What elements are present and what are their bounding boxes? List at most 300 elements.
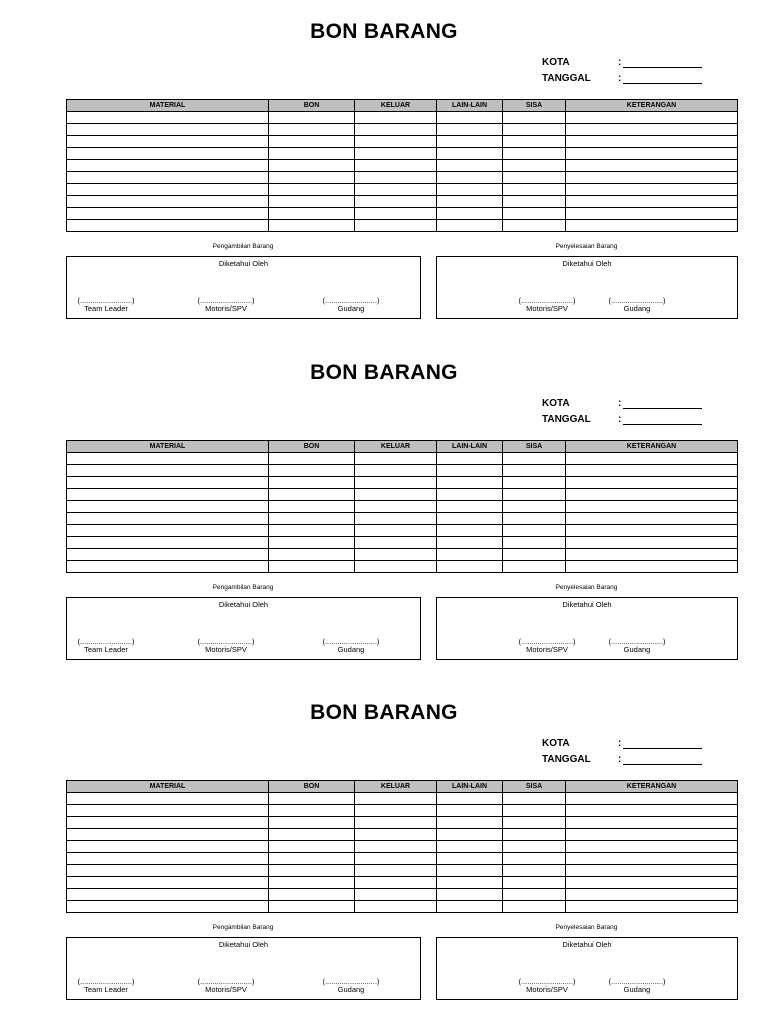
- table-cell[interactable]: [355, 477, 437, 489]
- pengambilan-caption: Pengambilan Barang: [212, 924, 274, 931]
- signature-blank: (.........................): [77, 637, 135, 646]
- table-cell[interactable]: [355, 537, 437, 549]
- table-cell[interactable]: [503, 841, 566, 853]
- signer-role: Team Leader: [84, 645, 128, 654]
- table-row: [67, 220, 738, 232]
- table-cell[interactable]: [355, 793, 437, 805]
- table-cell[interactable]: [566, 817, 738, 829]
- table-cell[interactable]: [566, 853, 738, 865]
- table-cell[interactable]: [355, 805, 437, 817]
- signature-blank: (.........................): [518, 977, 576, 986]
- column-header: SISA: [503, 781, 566, 793]
- table-cell[interactable]: [566, 465, 738, 477]
- table-cell[interactable]: [503, 817, 566, 829]
- column-header: LAIN-LAIN: [437, 781, 503, 793]
- table-cell[interactable]: [566, 453, 738, 465]
- table-cell[interactable]: [67, 537, 269, 549]
- signer-role: Team Leader: [84, 304, 128, 313]
- material-table: [66, 780, 738, 913]
- table-cell[interactable]: [269, 549, 355, 561]
- table-cell[interactable]: [503, 208, 566, 220]
- pengambilan-signature-box: [66, 256, 421, 319]
- table-cell[interactable]: [355, 549, 437, 561]
- table-row: [67, 148, 738, 160]
- table-cell[interactable]: [437, 148, 503, 160]
- column-header: LAIN-LAIN: [437, 100, 503, 112]
- table-row: [67, 513, 738, 525]
- table-cell[interactable]: [355, 877, 437, 889]
- signer-role: Gudang: [623, 645, 651, 654]
- table-cell[interactable]: [355, 208, 437, 220]
- table-cell[interactable]: [566, 889, 738, 901]
- signer-role: Team Leader: [84, 985, 128, 994]
- table-cell[interactable]: [67, 172, 269, 184]
- table-cell[interactable]: [503, 124, 566, 136]
- table-cell[interactable]: [503, 453, 566, 465]
- table-cell[interactable]: [437, 112, 503, 124]
- table-cell[interactable]: [355, 172, 437, 184]
- table-cell[interactable]: [67, 889, 269, 901]
- form-title: BON BARANG: [310, 20, 458, 43]
- table-row: [67, 196, 738, 208]
- table-cell[interactable]: [269, 124, 355, 136]
- table-cell[interactable]: [355, 501, 437, 513]
- table-cell[interactable]: [67, 501, 269, 513]
- signature-slot[interactable]: [607, 978, 667, 994]
- kota-field[interactable]: [623, 67, 702, 68]
- table-cell[interactable]: [269, 829, 355, 841]
- table-cell[interactable]: [269, 477, 355, 489]
- tanggal-field[interactable]: [623, 764, 702, 765]
- table-cell[interactable]: [67, 136, 269, 148]
- kota-label: KOTA: [542, 57, 570, 68]
- table-cell[interactable]: [566, 184, 738, 196]
- table-row: [67, 537, 738, 549]
- table-cell[interactable]: [566, 196, 738, 208]
- signer-role: Motoris/SPV: [526, 985, 568, 994]
- table-cell[interactable]: [67, 525, 269, 537]
- table-cell[interactable]: [269, 208, 355, 220]
- table-row: [67, 805, 738, 817]
- table-cell[interactable]: [355, 148, 437, 160]
- diketahui-label: Diketahui Oleh: [218, 600, 269, 609]
- signature-slot[interactable]: [517, 297, 577, 313]
- signature-slot[interactable]: [71, 638, 141, 654]
- table-cell[interactable]: [566, 549, 738, 561]
- table-cell[interactable]: [355, 220, 437, 232]
- table-row: [67, 136, 738, 148]
- table-cell[interactable]: [67, 793, 269, 805]
- table-cell[interactable]: [437, 549, 503, 561]
- table-cell[interactable]: [67, 489, 269, 501]
- table-row: [67, 453, 738, 465]
- table-cell[interactable]: [566, 172, 738, 184]
- pengambilan-caption: Pengambilan Barang: [212, 243, 274, 250]
- signature-slot[interactable]: [607, 638, 667, 654]
- kota-colon: :: [618, 738, 622, 749]
- table-cell[interactable]: [355, 865, 437, 877]
- table-cell[interactable]: [503, 561, 566, 573]
- signature-slot[interactable]: [71, 978, 141, 994]
- table-cell[interactable]: [269, 901, 355, 913]
- table-cell[interactable]: [355, 489, 437, 501]
- table-cell[interactable]: [67, 477, 269, 489]
- penyelesaian-caption: Penyelesaian Barang: [555, 924, 618, 931]
- table-row: [67, 477, 738, 489]
- table-cell[interactable]: [269, 184, 355, 196]
- table-cell[interactable]: [437, 489, 503, 501]
- table-cell[interactable]: [566, 805, 738, 817]
- column-header: KELUAR: [355, 441, 437, 453]
- signature-blank: (.........................): [518, 637, 576, 646]
- table-cell[interactable]: [503, 513, 566, 525]
- table-cell[interactable]: [503, 477, 566, 489]
- table-cell[interactable]: [503, 865, 566, 877]
- table-cell[interactable]: [437, 477, 503, 489]
- table-cell[interactable]: [437, 793, 503, 805]
- signature-blank: (.........................): [322, 296, 380, 305]
- signature-blank: (.........................): [322, 977, 380, 986]
- table-cell[interactable]: [566, 841, 738, 853]
- table-cell[interactable]: [355, 184, 437, 196]
- table-cell[interactable]: [566, 513, 738, 525]
- table-row: [67, 525, 738, 537]
- column-header: SISA: [503, 100, 566, 112]
- table-cell[interactable]: [355, 561, 437, 573]
- table-cell[interactable]: [269, 453, 355, 465]
- table-cell[interactable]: [67, 184, 269, 196]
- table-cell[interactable]: [269, 196, 355, 208]
- table-cell[interactable]: [437, 465, 503, 477]
- table-cell[interactable]: [503, 172, 566, 184]
- signature-slot[interactable]: [191, 978, 261, 994]
- table-cell[interactable]: [437, 901, 503, 913]
- kota-field[interactable]: [623, 748, 702, 749]
- pengambilan-signature-box: [66, 937, 421, 1000]
- column-header: BON: [269, 100, 355, 112]
- diketahui-label: Diketahui Oleh: [562, 600, 612, 609]
- table-cell[interactable]: [67, 549, 269, 561]
- kota-field[interactable]: [623, 408, 702, 409]
- table-row: [67, 501, 738, 513]
- penyelesaian-caption: Penyelesaian Barang: [555, 243, 618, 250]
- column-header: LAIN-LAIN: [437, 441, 503, 453]
- table-cell[interactable]: [437, 889, 503, 901]
- table-cell[interactable]: [503, 829, 566, 841]
- table-cell[interactable]: [355, 453, 437, 465]
- table-cell[interactable]: [566, 901, 738, 913]
- table-cell[interactable]: [269, 853, 355, 865]
- signature-slot[interactable]: [71, 297, 141, 313]
- table-row: [67, 465, 738, 477]
- signer-role: Gudang: [337, 304, 365, 313]
- table-cell[interactable]: [355, 817, 437, 829]
- table-row: [67, 172, 738, 184]
- table-cell[interactable]: [269, 112, 355, 124]
- table-cell[interactable]: [566, 112, 738, 124]
- table-cell[interactable]: [503, 501, 566, 513]
- diketahui-label: Diketahui Oleh: [562, 259, 612, 268]
- table-row: [67, 877, 738, 889]
- table-cell[interactable]: [269, 489, 355, 501]
- table-cell[interactable]: [269, 537, 355, 549]
- table-cell[interactable]: [437, 537, 503, 549]
- table-cell[interactable]: [269, 172, 355, 184]
- table-cell[interactable]: [503, 793, 566, 805]
- table-cell[interactable]: [437, 136, 503, 148]
- table-cell[interactable]: [67, 901, 269, 913]
- table-cell[interactable]: [437, 805, 503, 817]
- table-cell[interactable]: [67, 817, 269, 829]
- signature-slot[interactable]: [517, 638, 577, 654]
- column-header: MATERIAL: [67, 100, 269, 112]
- table-row: [67, 817, 738, 829]
- penyelesaian-signature-box: [436, 256, 738, 319]
- table-row: [67, 208, 738, 220]
- tanggal-colon: :: [618, 73, 622, 84]
- table-cell[interactable]: [67, 877, 269, 889]
- table-cell[interactable]: [437, 841, 503, 853]
- penyelesaian-caption: Penyelesaian Barang: [555, 584, 618, 591]
- column-header: KELUAR: [355, 100, 437, 112]
- table-cell[interactable]: [503, 889, 566, 901]
- table-header-row: [67, 441, 738, 453]
- table-cell[interactable]: [355, 112, 437, 124]
- table-cell[interactable]: [503, 184, 566, 196]
- table-cell[interactable]: [67, 829, 269, 841]
- signature-blank: (.........................): [197, 977, 255, 986]
- table-cell[interactable]: [269, 865, 355, 877]
- signature-slot[interactable]: [316, 978, 386, 994]
- signature-slot[interactable]: [316, 297, 386, 313]
- table-cell[interactable]: [269, 793, 355, 805]
- table-cell[interactable]: [437, 453, 503, 465]
- signature-blank: (.........................): [608, 637, 666, 646]
- tanggal-label: TANGGAL: [542, 73, 591, 84]
- table-cell[interactable]: [269, 817, 355, 829]
- table-row: [67, 865, 738, 877]
- table-cell[interactable]: [269, 136, 355, 148]
- table-cell[interactable]: [566, 136, 738, 148]
- table-header-row: [67, 781, 738, 793]
- form-title: BON BARANG: [310, 361, 458, 384]
- table-cell[interactable]: [503, 160, 566, 172]
- table-cell[interactable]: [67, 453, 269, 465]
- table-cell[interactable]: [503, 148, 566, 160]
- table-cell[interactable]: [67, 865, 269, 877]
- signer-role: Gudang: [623, 985, 651, 994]
- table-cell[interactable]: [269, 889, 355, 901]
- table-cell[interactable]: [503, 220, 566, 232]
- table-cell[interactable]: [355, 136, 437, 148]
- column-header: BON: [269, 441, 355, 453]
- column-header: MATERIAL: [67, 781, 269, 793]
- table-cell[interactable]: [67, 805, 269, 817]
- table-row: [67, 160, 738, 172]
- table-row: [67, 184, 738, 196]
- table-row: [67, 112, 738, 124]
- table-row: [67, 841, 738, 853]
- table-cell[interactable]: [437, 817, 503, 829]
- signature-blank: (.........................): [322, 637, 380, 646]
- signature-blank: (.........................): [197, 296, 255, 305]
- table-cell[interactable]: [67, 513, 269, 525]
- table-cell[interactable]: [67, 465, 269, 477]
- table-cell[interactable]: [566, 877, 738, 889]
- tanggal-field[interactable]: [623, 424, 702, 425]
- table-cell[interactable]: [355, 124, 437, 136]
- table-cell[interactable]: [355, 901, 437, 913]
- column-header: KELUAR: [355, 781, 437, 793]
- table-cell[interactable]: [437, 184, 503, 196]
- table-cell[interactable]: [269, 513, 355, 525]
- table-cell[interactable]: [67, 208, 269, 220]
- table-cell[interactable]: [503, 136, 566, 148]
- table-row: [67, 901, 738, 913]
- signature-blank: (.........................): [608, 977, 666, 986]
- table-row: [67, 489, 738, 501]
- table-cell[interactable]: [67, 561, 269, 573]
- tanggal-field[interactable]: [623, 83, 702, 84]
- table-cell[interactable]: [566, 865, 738, 877]
- table-cell[interactable]: [566, 220, 738, 232]
- table-cell[interactable]: [503, 853, 566, 865]
- table-cell[interactable]: [566, 501, 738, 513]
- table-cell[interactable]: [355, 841, 437, 853]
- table-cell[interactable]: [503, 112, 566, 124]
- table-cell[interactable]: [437, 501, 503, 513]
- table-cell[interactable]: [503, 489, 566, 501]
- table-cell[interactable]: [269, 160, 355, 172]
- column-header: SISA: [503, 441, 566, 453]
- table-cell[interactable]: [355, 525, 437, 537]
- table-cell[interactable]: [269, 525, 355, 537]
- signature-blank: (.........................): [77, 977, 135, 986]
- table-header-row: [67, 100, 738, 112]
- table-cell[interactable]: [355, 513, 437, 525]
- table-cell[interactable]: [437, 208, 503, 220]
- signer-role: Motoris/SPV: [205, 304, 247, 313]
- table-cell[interactable]: [437, 829, 503, 841]
- table-row: [67, 829, 738, 841]
- bon-barang-form: [0, 681, 768, 1021]
- signature-slot[interactable]: [191, 297, 261, 313]
- table-row: [67, 561, 738, 573]
- table-cell[interactable]: [437, 525, 503, 537]
- table-cell[interactable]: [67, 220, 269, 232]
- form-title: BON BARANG: [310, 701, 458, 724]
- bon-barang-form: [0, 0, 768, 340]
- diketahui-label: Diketahui Oleh: [218, 940, 269, 949]
- table-cell[interactable]: [67, 196, 269, 208]
- column-header: BON: [269, 781, 355, 793]
- signature-slot[interactable]: [607, 297, 667, 313]
- tanggal-colon: :: [618, 414, 622, 425]
- signature-slot[interactable]: [191, 638, 261, 654]
- table-cell[interactable]: [355, 196, 437, 208]
- diketahui-label: Diketahui Oleh: [562, 940, 612, 949]
- table-cell[interactable]: [437, 513, 503, 525]
- table-cell[interactable]: [503, 537, 566, 549]
- table-cell[interactable]: [355, 889, 437, 901]
- table-cell[interactable]: [503, 525, 566, 537]
- signature-blank: (.........................): [197, 637, 255, 646]
- table-cell[interactable]: [566, 489, 738, 501]
- table-cell[interactable]: [566, 561, 738, 573]
- table-cell[interactable]: [355, 853, 437, 865]
- table-cell[interactable]: [437, 561, 503, 573]
- table-cell[interactable]: [566, 124, 738, 136]
- table-cell[interactable]: [67, 124, 269, 136]
- table-cell[interactable]: [503, 465, 566, 477]
- signature-blank: (.........................): [77, 296, 135, 305]
- table-cell[interactable]: [566, 148, 738, 160]
- table-cell[interactable]: [269, 841, 355, 853]
- diketahui-label: Diketahui Oleh: [218, 259, 269, 268]
- table-cell[interactable]: [566, 477, 738, 489]
- table-cell[interactable]: [503, 805, 566, 817]
- table-row: [67, 889, 738, 901]
- table-cell[interactable]: [67, 841, 269, 853]
- column-header: KETERANGAN: [566, 441, 738, 453]
- table-cell[interactable]: [437, 196, 503, 208]
- table-cell[interactable]: [269, 220, 355, 232]
- table-cell[interactable]: [503, 196, 566, 208]
- table-cell[interactable]: [67, 148, 269, 160]
- table-cell[interactable]: [566, 829, 738, 841]
- table-cell[interactable]: [437, 865, 503, 877]
- table-cell[interactable]: [566, 537, 738, 549]
- tanggal-label: TANGGAL: [542, 754, 591, 765]
- signature-blank: (.........................): [608, 296, 666, 305]
- material-table: [66, 440, 738, 573]
- table-cell[interactable]: [437, 172, 503, 184]
- table-cell[interactable]: [566, 160, 738, 172]
- table-cell[interactable]: [566, 525, 738, 537]
- signer-role: Gudang: [337, 645, 365, 654]
- tanggal-colon: :: [618, 754, 622, 765]
- table-cell[interactable]: [503, 549, 566, 561]
- table-cell[interactable]: [269, 561, 355, 573]
- table-cell[interactable]: [269, 501, 355, 513]
- table-cell[interactable]: [437, 877, 503, 889]
- table-cell[interactable]: [437, 124, 503, 136]
- table-cell[interactable]: [355, 160, 437, 172]
- table-cell[interactable]: [566, 793, 738, 805]
- signer-role: Gudang: [337, 985, 365, 994]
- table-cell[interactable]: [67, 160, 269, 172]
- signature-slot[interactable]: [316, 638, 386, 654]
- table-cell[interactable]: [269, 805, 355, 817]
- table-cell[interactable]: [355, 829, 437, 841]
- signature-slot[interactable]: [517, 978, 577, 994]
- table-cell[interactable]: [566, 208, 738, 220]
- table-cell[interactable]: [437, 160, 503, 172]
- table-row: [67, 793, 738, 805]
- table-cell[interactable]: [503, 901, 566, 913]
- table-cell[interactable]: [67, 112, 269, 124]
- table-cell[interactable]: [355, 465, 437, 477]
- table-cell[interactable]: [269, 877, 355, 889]
- table-cell[interactable]: [437, 220, 503, 232]
- signer-role: Motoris/SPV: [526, 304, 568, 313]
- table-cell[interactable]: [437, 853, 503, 865]
- table-cell[interactable]: [269, 465, 355, 477]
- table-cell[interactable]: [67, 853, 269, 865]
- table-cell[interactable]: [269, 148, 355, 160]
- table-cell[interactable]: [503, 877, 566, 889]
- pengambilan-signature-box: [66, 597, 421, 660]
